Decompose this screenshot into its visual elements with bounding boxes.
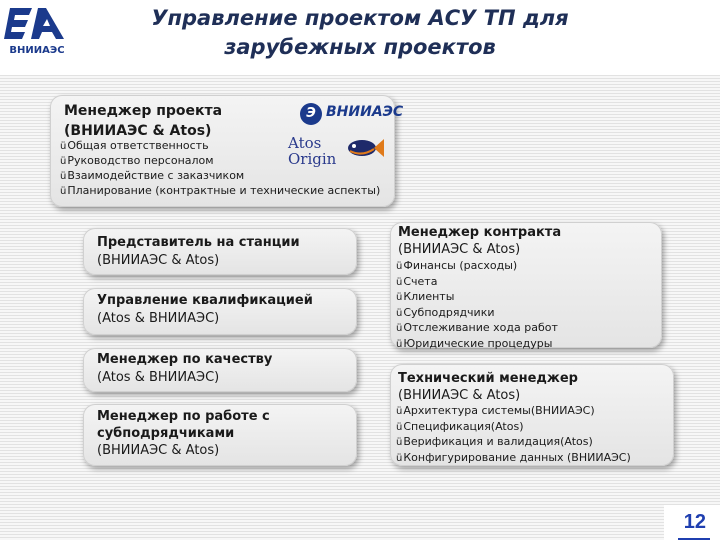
check-icon: ü	[396, 406, 403, 417]
project-manager-list	[60, 139, 380, 199]
list-item: üОтслеживание хода работ	[396, 321, 558, 334]
check-icon: ü	[60, 186, 67, 197]
check-icon: ü	[396, 452, 403, 464]
card-subtitle: (ВНИИАЭС & Atos)	[97, 253, 220, 268]
project-manager-title-line-1: Менеджер проекта	[64, 103, 223, 119]
subcontractor-manager-card	[83, 404, 357, 466]
check-icon: ü	[396, 437, 403, 448]
project-manager-title-line-2: (ВНИИАЭС & Atos)	[64, 123, 212, 139]
technical-manager-list	[396, 404, 631, 466]
technical-manager-card	[390, 364, 674, 466]
check-icon: ü	[60, 141, 67, 152]
card-title: Менеджер контракта	[398, 225, 562, 240]
check-icon: ü	[396, 323, 403, 334]
page-number: 12	[683, 511, 706, 533]
list-item: üПланирование (контрактные и технические аспекты)	[60, 184, 381, 197]
vniiaes-badge-icon: Э	[300, 103, 322, 125]
card-title-line-1: Менеджер по работе с	[97, 409, 270, 424]
title-line-2: зарубежных проектов	[224, 35, 496, 59]
project-manager-card	[50, 95, 404, 207]
card-title: Менеджер по качеству	[97, 352, 273, 367]
site-representative-card	[83, 228, 357, 275]
list-item: üАрхитектура системы(ВНИИАЭС)	[396, 404, 595, 417]
card-title: Управление квалификацией	[97, 293, 313, 308]
list-item: üВзаимодействие с заказчиком	[60, 169, 245, 182]
contract-manager-card	[390, 222, 662, 348]
card-subtitle: (Atos & ВНИИАЭС)	[97, 311, 220, 326]
check-icon: ü	[396, 292, 403, 303]
check-icon: ü	[60, 156, 67, 167]
atos-logo-line-1: Atos	[288, 134, 322, 152]
list-item: üВерификация и валидация(Atos)	[396, 435, 593, 448]
list-item: üСпецификация(Atos)	[396, 419, 524, 433]
list-item: üСубподрядчики	[396, 305, 495, 319]
logo-label: ВНИИАЭС	[9, 45, 65, 56]
list-item: üСчета	[396, 274, 438, 288]
check-icon: ü	[396, 421, 403, 433]
contract-manager-list	[396, 259, 558, 352]
project-manager-title	[64, 101, 222, 141]
atos-logo-line-2: Origin	[288, 150, 337, 168]
list-item: üОбщая ответственность	[60, 139, 209, 152]
card-subtitle: (ВНИИАЭС & Atos)	[398, 388, 521, 403]
list-item: üРуководство персоналом	[60, 154, 214, 167]
title-line-1: Управление проектом АСУ ТП для	[151, 6, 569, 30]
vniiaes-logo	[2, 4, 72, 60]
list-item: üКонфигурирование данных (ВНИИАЭС)	[396, 450, 631, 464]
page-title	[120, 4, 600, 62]
check-icon: ü	[396, 338, 403, 350]
vniiaes-badge	[300, 103, 412, 125]
check-icon: ü	[396, 261, 403, 272]
card-subtitle: (Atos & ВНИИАЭС)	[97, 370, 220, 385]
list-item: üЮридические процедуры	[396, 336, 553, 350]
qualification-management-card	[83, 288, 357, 335]
check-icon: ü	[396, 276, 403, 288]
page-number-box	[664, 505, 720, 540]
vniiaes-logo-icon	[2, 4, 72, 48]
quality-manager-card	[83, 348, 357, 392]
card-subtitle: (ВНИИАЭС & Atos)	[398, 242, 521, 257]
card-subtitle: (ВНИИАЭС & Atos)	[97, 443, 220, 458]
vniiaes-badge-text: ВНИИАЭС	[326, 104, 404, 120]
list-item: üКлиенты	[396, 290, 455, 303]
check-icon: ü	[60, 171, 67, 182]
card-title-line-2: субподрядчиками	[97, 426, 235, 441]
card-title: Представитель на станции	[97, 235, 300, 250]
card-title: Технический менеджер	[398, 371, 578, 386]
check-icon: ü	[396, 307, 403, 319]
list-item: üФинансы (расходы)	[396, 259, 518, 272]
